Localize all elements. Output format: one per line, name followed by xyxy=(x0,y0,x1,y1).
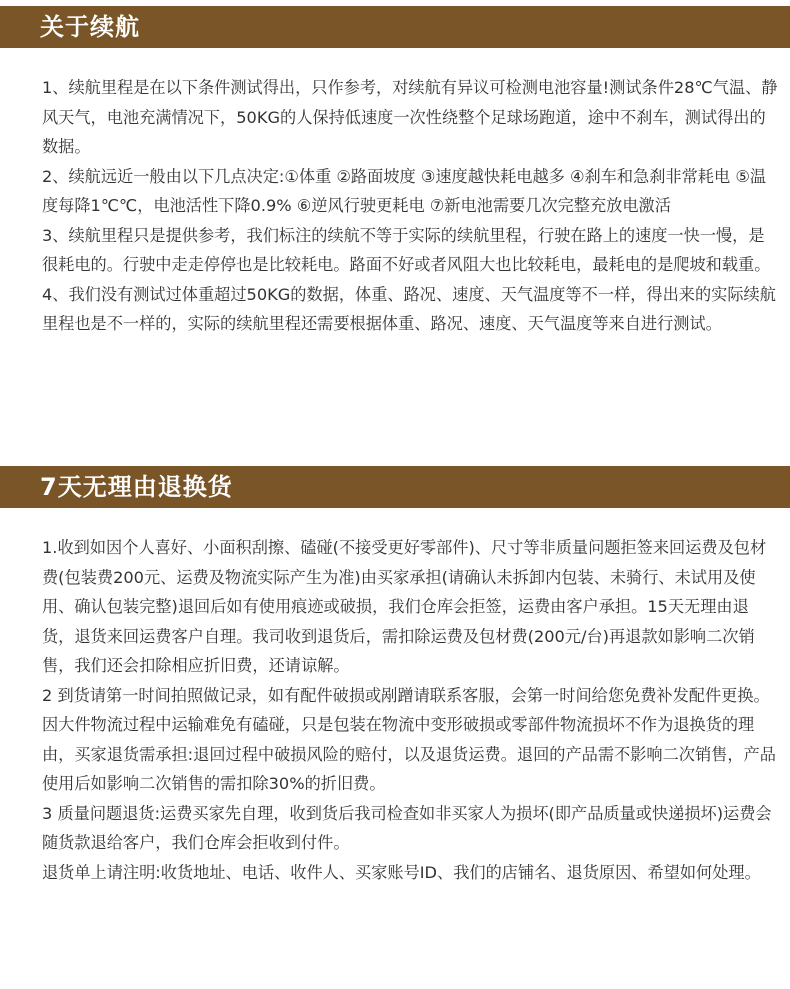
range-paragraph-1: 1、续航里程是在以下条件测试得出，只作参考，对续航有异议可检测电池容量!测试条件28℃气温、静风天气，电池充满情况下，50KG的人保持低速度一次性绕整个足球场跑道，途中不刹车，测试得出的数据。 xyxy=(42,78,778,156)
range-paragraph-4: 4、我们没有测试过体重超过50KG的数据，体重、路况、速度、天气温度等不一样，得出来的实际续航里程也是不一样的，实际的续航里程还需要根据体重、路况、速度、天气温度等来自进行测试。 xyxy=(42,284,776,333)
range-info-text xyxy=(42,73,778,339)
range-paragraph-2: 2、续航远近一般由以下几点决定:①体重 ②路面坡度 ③速度越快耗电越多 ④刹车和急刹非常耗电 ⑤温度每降1℃℃，电池活性下降0.9% ⑥逆风行驶更耗电 ⑦新电池需要几次完整充放电激活 xyxy=(42,166,767,215)
returns-paragraph-2: 2 到货请第一时间拍照做记录，如有配件破损或剐蹭请联系客服，会第一时间给您免费补发配件更换。因大件物流过程中运输难免有磕碰，只是包装在物流中变形破损或零部件物流损坏不作为退换货的理由，买家退货需承担:退回过程中破损风险的赔付，以及退货运费。退回的产品需不影响二次销售，产品使用后如影响二次销售的需扣除30%的折旧费。 xyxy=(42,685,776,793)
returns-paragraph-4: 退货单上请注明:收货地址、电话、收件人、买家账号ID、我们的店铺名、退货原因、希望如何处理。 xyxy=(42,862,761,882)
section-header-returns xyxy=(0,466,790,508)
range-paragraph-3: 3、续航里程只是提供参考，我们标注的续航不等于实际的续航里程，行驶在路上的速度一快一慢，是很耗电的。行驶中走走停停也是比较耗电。路面不好或者风阻大也比较耗电，最耗电的是爬坡和载重。 xyxy=(42,225,771,274)
section-title-range: 关于续航 xyxy=(40,13,140,41)
returns-paragraph-1: 1.收到如因个人喜好、小面积刮擦、磕碰(不接受更好零部件)、尺寸等非质量问题拒签来回运费及包材费(包装费200元、运费及物流实际产生为准)由买家承担(请确认未拆卸内包装、未骑行、未试用及使用、确认包装完整)退回后如有使用痕迹或破损，我们仓库会拒签，运费由客户承担。15天无理由退货，退货来回运费客户自理。我司收到退货后，需扣除运费及包材费(200元/台)再退款如影响二次销售，我们还会扣除相应折旧费，还请谅解。 xyxy=(42,538,767,675)
section-header-range xyxy=(0,6,790,48)
section-title-returns: 7天无理由退换货 xyxy=(40,473,233,501)
returns-policy-text xyxy=(42,533,778,887)
returns-paragraph-3: 3 质量问题退货:运费买家先自理，收到货后我司检查如非买家人为损坏(即产品质量或快递损坏)运费会随货款退给客户，我们仓库会拒收到付件。 xyxy=(42,803,772,852)
